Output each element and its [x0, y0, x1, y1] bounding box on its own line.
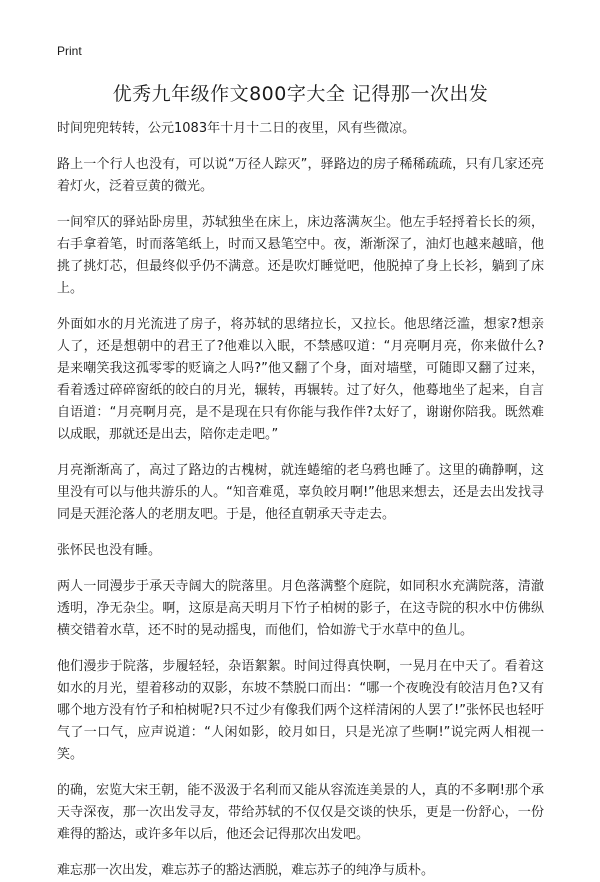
paragraph-4: 外面如水的月光流进了房子，将苏轼的思绪拉长，又拉长。他思绪泛滥，想家?想亲人了，还是想朝中的君王了?他难以入眠，不禁感叹道：“月亮啊月亮，你来做什么?是来嘲笑我这孤零零的贬谪之人吗?”他又翻了个身，面对墙壁，可随即又翻了过来，看着透过碎碎窗纸的皎白的月光，辗转，再辗转。过了好久，他蓦地坐了起来，自言自语道：“月亮啊月亮，是不是现在只有你能与我作伴?太好了，谢谢你陪我。既然难以成眠，那就还是出去，陪你走走吧。” — [57, 317, 544, 442]
paragraph-5: 月亮渐渐高了，高过了路边的古槐树，就连蜷缩的老乌鸦也睡了。这里的确静啊，这里没有可以与他共游乐的人。“知音难觅，辜负皎月啊!”他思来想去，还是去出发找寻同是天涯沦落人的老朋友吧。于是，他径直朝承天寺走去。 — [57, 463, 544, 522]
print-link[interactable]: Print — [57, 44, 82, 58]
paragraph-9: 的确，宏览大宋王朝，能不汲汲于名利而又能从容流连美景的人，真的不多啊!那个承天寺深夜，那一次出发寻友，带给苏轼的不仅仅是交谈的快乐，更是一份舒心，一份难得的豁达，或许多年以后，他还会记得那次出发吧。 — [57, 783, 544, 842]
paragraph-3: 一间窄仄的驿站卧房里，苏轼独坐在床上，床边落满灰尘。他左手轻捋着长长的须，右手拿着笔，时而落笔纸上，时而又悬笔空中。夜，渐渐深了，油灯也越来越暗，他挑了挑灯芯，但最终似乎仍不满意。还是吹灯睡觉吧，他脱掉了身上长衫，躺到了床上。 — [57, 215, 544, 296]
paragraph-10: 难忘那一次出发，难忘苏子的豁达洒脱，难忘苏子的纯净与质朴。 — [57, 863, 435, 878]
paragraph-6: 张怀民也没有睡。 — [57, 543, 162, 558]
paragraph-2: 路上一个行人也没有，可以说“万径人踪灭”，驿路边的房子稀稀疏疏，只有几家还亮着灯火，泛着豆黄的微光。 — [57, 157, 544, 194]
article-body — [57, 118, 544, 882]
paragraph-8: 他们漫步于院落，步履轻轻，杂语絮絮。时间过得真快啊，一晃月在中天了。看着这如水的月光，望着移动的双影，东坡不禁脱口而出：“哪一个夜晚没有皎洁月色?又有哪个地方没有竹子和柏树呢?只不过少有像我们两个这样清闲的人罢了!”张怀民也轻吁气了一口气，应声说道：“人闲如影，皎月如日，只是光凉了些啊!”说完两人相视一笑。 — [57, 659, 544, 762]
page-title: 优秀九年级作文800字大全 记得那一次出发 — [112, 83, 489, 105]
paragraph-1: 时间兜兜转转，公元1083年十月十二日的夜里，风有些微凉。 — [57, 121, 416, 136]
paragraph-7: 两人一同漫步于承天寺阔大的院落里。月色落满整个庭院，如同积水充满院落，清澈透明，净无杂尘。啊，这原是高天明月下竹子柏树的影子，在这寺院的积水中仿佛纵横交错着水草，还不时的晃动摇曳，而他们，恰如游弋于水草中的鱼儿。 — [57, 579, 544, 638]
